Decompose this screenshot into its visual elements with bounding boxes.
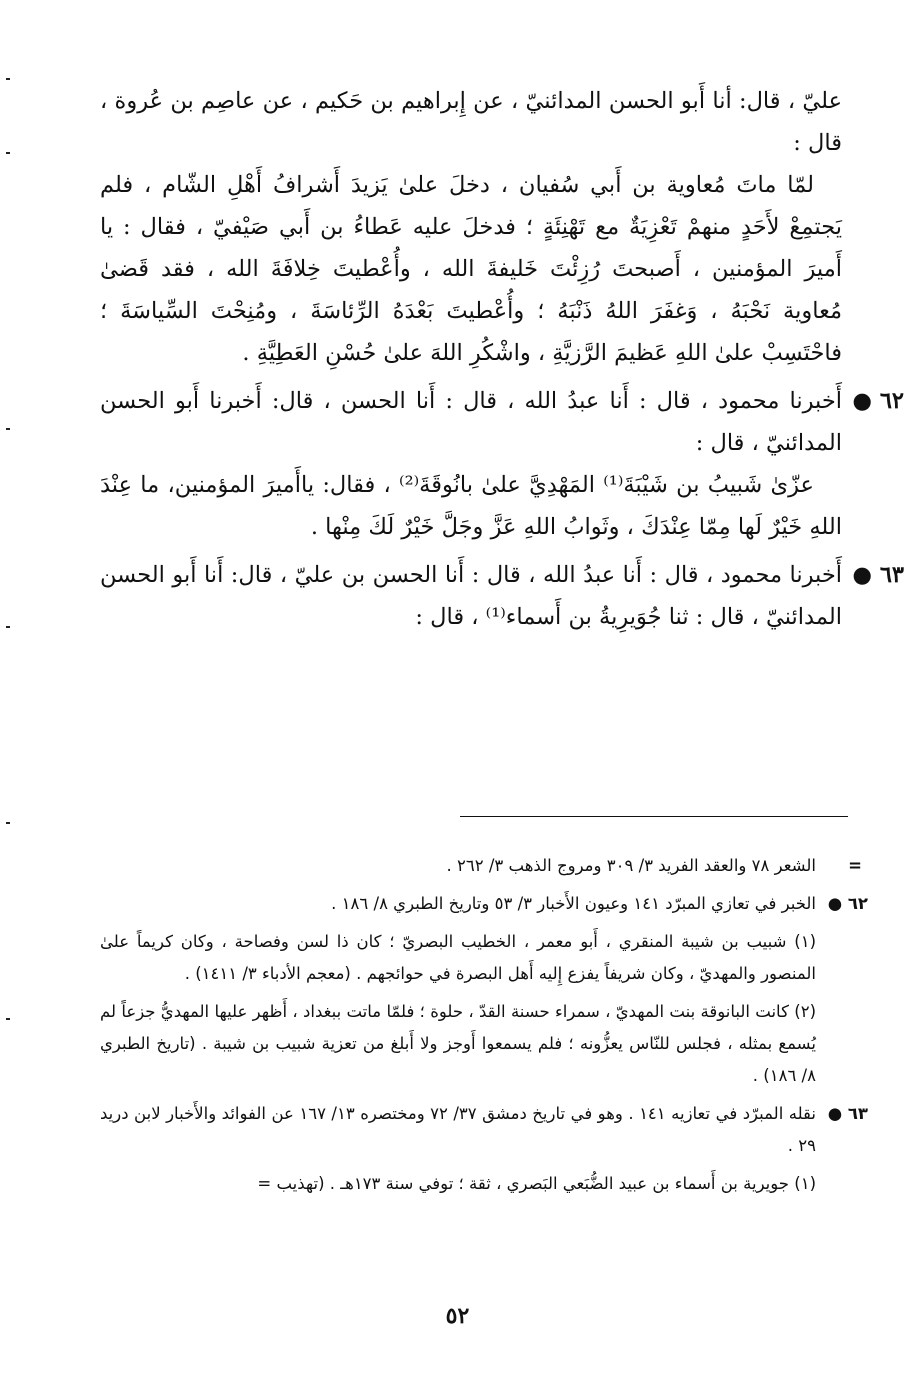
margin-tick [6,152,10,154]
footnote-separator [460,816,848,817]
paragraph-61: لمّا ماتَ مُعاوية بن أَبي سُفيان ، دخلَ علىٰ يَزيدَ أَشرافُ أَهْلِ الشّام ، فلم يَجتمِعْ لأَحَدٍ منهمْ تَعْزِيَةٌ مع تَهْنِئَةٍ ؛ فدخلَ عليه عَطاءُ بن أَبي صَيْفيّ ، فقال : يا أَميرَ المؤمنين ، أَصبحتَ رُزِئْتَ خَليفةَ الله ، وأُعْطيتَ خِلافَةَ الله ، فقد قَضىٰ مُعاوية نَحْبَهُ ، وَغفَرَ اللهُ ذَنْبَهُ ؛ وأُعْطيتَ بَعْدَهُ الرِّئاسَةَ ، ومُنِحْتَ السِّياسَةَ ؛ فاحْتَسِبْ علىٰ اللهِ عَظيمَ الرَّزيَّةِ ، واشْكُرِ اللهَ علىٰ حُسْنِ العَطِيَّةِ . [100,172,842,366]
page-number: ٥٢ [445,1303,470,1329]
main-text [100,80,904,638]
entry-62-number: ٦٢ ● [852,388,904,414]
entry-62-text: عزّىٰ شَبيبُ بن شَيْبَةَ⁽¹⁾ المَهْدِيَّ علىٰ بانُوقَةَ⁽²⁾ ، فقال: ياأَميرَ المؤمنين، ما عِنْدَ اللهِ خَيْرٌ لَها مِمّا عِنْدَكَ ، وثَوابُ اللهِ عَزَّ وجَلَّ خَيْرٌ لَكَ مِنْها . [100,472,842,540]
footnote-63 [100,1098,868,1162]
footnote-62-text: الخبر في تعازي المبرّد ١٤١ وعيون الأَخبار ٣/ ٥٣ وتاريخ الطبري ٨/ ١٨٦ . [331,894,816,913]
continuation-mark: = [848,856,862,875]
margin-tick [6,822,10,824]
margin-tick [6,1018,10,1020]
continuation-text: الشعر ٧٨ والعقد الفريد ٣/ ٣٠٩ ومروج الذهب ٣/ ٢٦٢ . [446,856,816,875]
footnote-continuation [100,850,868,882]
entry-63-isnad: أَخبرنا محمود ، قال : أَنا عبدُ الله ، قال : أَنا الحسن بن عليّ ، قال: أَنا أَبو الحسن المدائنيّ ، قال : ثنا جُوَيرِيةُ بن أَسماء⁽¹⁾ ، قال : [100,562,842,630]
margin-tick [6,626,10,628]
intro-line: عليّ ، قال: أنا أَبو الحسن المدائنيّ ، عن إِبراهيم بن حَكيم ، عن عاصِم بن عُروة ، قال : [100,88,842,156]
margin-tick [6,78,10,80]
footnote-62-lead: ٦٢ ● [827,894,868,913]
footnote-63-1: (١) جويرية بن أَسماء بن عبيد الضُّبَعي البَصري ، ثقة ؛ توفي سنة ١٧٣هـ . (تهذيب = [257,1174,816,1193]
entry-62-isnad: أَخبرنا محمود ، قال : أَنا عبدُ الله ، قال : أَنا الحسن ، قال: أَخبرنا أَبو الحسن المدائنيّ ، قال : [100,388,842,456]
entry-63 [100,554,904,638]
footnote-63-lead: ٦٣ ● [827,1104,868,1123]
footnote-63-text: نقله المبرّد في تعازيه ١٤١ . وهو في تاريخ دمشق ٣٧/ ٧٢ ومختصره ١٣/ ١٦٧ عن الفوائد والأَخبار لابن دريد ٢٩ . [100,1104,816,1155]
margin-tick [6,428,10,430]
footnote-62 [100,888,868,920]
footnote-62-2: (٢) كانت البانوقة بنت المهديّ ، سمراء حسنة القدّ ، حلوة ؛ فلمّا ماتت ببغداد ، أَظهر عليها المهديُّ جزعاً لم يُسمع بمثله ، فجلس للنّاس يعزُّونه ؛ فلم يسمعوا أَوجز ولا أَبلغ من تعزية شبيب بن شيبة . (تاريخ الطبري ٨/ ١٨٦) . [100,1002,816,1085]
footnotes [100,850,868,1206]
entry-62 [100,380,904,548]
entry-63-number: ٦٣ ● [852,562,904,588]
footnote-62-1: (١) شبيب بن شيبة المنقري ، أَبو معمر ، الخطيب البصريّ ؛ كان ذا لسن وفصاحة ، وكان كريماً علىٰ المنصور والمهديّ ، وكان شريفاً يفزع إِليه أَهل البصرة في حوائجهم . (معجم الأدباء ٣/ ١٤١١) . [100,932,816,983]
